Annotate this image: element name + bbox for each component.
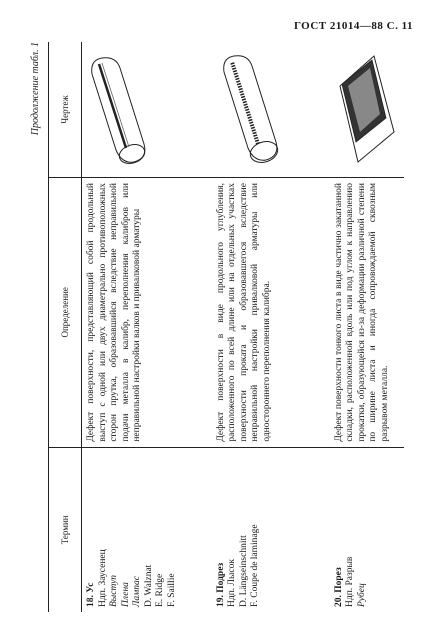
header-drawing: Чертеж — [49, 42, 82, 178]
rotated-table-page — [30, 42, 400, 612]
term-line: Выступ — [109, 574, 119, 607]
term-cell — [330, 447, 404, 612]
term-line: Лампас — [132, 576, 142, 607]
drawing-cell — [330, 42, 404, 178]
term-main: 18. Ус — [86, 582, 96, 607]
term-main: 19. Подрез — [215, 562, 226, 607]
term-line: D. Walznat — [143, 564, 154, 607]
term-line: E. Ridge — [155, 573, 165, 607]
sheet-with-fold-icon — [334, 47, 400, 172]
term-line: Плена — [120, 582, 131, 607]
term-line: Ндп. Заусенец — [97, 549, 108, 607]
table-row — [212, 42, 330, 612]
page-header: ГОСТ 21014—88 С. 11 — [293, 20, 413, 32]
table-row — [82, 42, 212, 612]
term-line: F. Saillie — [166, 573, 177, 607]
term-main: 20. Порез — [333, 567, 344, 607]
definition-cell: Дефект поверхности в виде продольного углубления, расположенного по всей длине или на отдельных участках поверхности проката и образовавшегося вследствие неправильной настройки привалковой арматуры или одностороннего переполнения калибра. — [212, 178, 330, 448]
table-row — [330, 42, 404, 612]
header-term: Термин — [49, 447, 82, 612]
term-line: D. Längseinschnitt — [238, 535, 249, 607]
drawing-cell — [212, 42, 330, 178]
definition-cell: Дефект поверхности тонкого листа в виде частично закатанной складки, расположенной вдоль или под углом к направлению прокатки, образующейся из-за деформации различной степени по ширине листа и иногда сопровождаемой сквозным разрывом металла. — [330, 178, 404, 448]
terms-table — [48, 42, 404, 612]
header-definition: Определение — [49, 178, 82, 448]
continuation-title: Продолжение табл. 1 — [30, 42, 41, 136]
term-line: Рубец — [356, 583, 367, 607]
term-cell — [82, 447, 212, 612]
term-cell — [212, 447, 330, 612]
definition-cell: Дефект поверхности, представляющий собой продольный выступ с одной или двух диаметрально противоположных сторон прутка, образовавшийся вследствие неправильной подачи металла в калибр, переполнения калибров или неправильной настройки валков и привалковой арматуры — [82, 178, 212, 448]
drawing-cell — [82, 42, 212, 178]
rod-with-longitudinal-ridge-icon — [86, 47, 156, 172]
term-line: Ндп. Разрыв — [345, 556, 355, 607]
rod-with-longitudinal-groove-icon — [216, 47, 288, 172]
term-line: Ндп. Лысок — [227, 559, 237, 607]
term-line: F. Coupe de laminage — [250, 524, 260, 607]
